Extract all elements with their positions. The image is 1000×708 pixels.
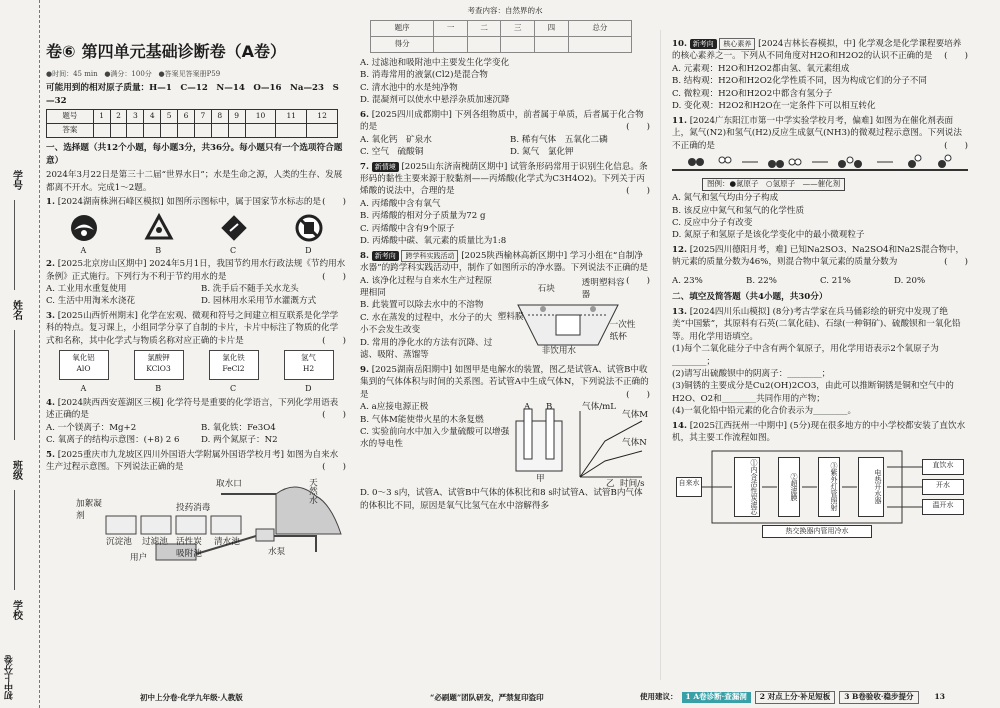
option-label[interactable]: D: [305, 245, 312, 255]
option[interactable]: D. 混凝剂可以使水中悬浮杂质加速沉降: [360, 95, 510, 106]
new-direction-badge: 新考向: [690, 39, 717, 49]
fig-label: 塑料膜: [497, 311, 524, 322]
fig-label: 投药消毒: [176, 502, 211, 513]
section-1-heading: 一、选择题（共12个小题，每小题3分，共36分。每小题只有一个选项符合题意）: [46, 143, 343, 166]
option-label[interactable]: B: [155, 245, 162, 255]
fig-label: 过滤池: [142, 536, 168, 547]
card-name: 氯酸钾: [147, 353, 170, 363]
question-number: 5.: [46, 449, 55, 460]
q8-body: [360, 275, 636, 362]
binding-strip: [0, 0, 40, 708]
card-name: 氯化铁: [222, 353, 245, 363]
q2-options: [46, 283, 346, 308]
no-smoking-icon: [294, 213, 324, 243]
question-source: [2024四川乐山模拟]: [689, 306, 770, 317]
answer-paren[interactable]: ( ): [944, 51, 968, 62]
binding-line: [14, 200, 15, 290]
question-number: 2.: [46, 259, 55, 270]
question-source: [2025湖南岳阳期中]: [371, 364, 452, 375]
school-label: 学校: [10, 600, 22, 620]
option[interactable]: B. 气体M能使带火星的木条复燃: [360, 414, 484, 425]
answer-table-cell: 3: [127, 110, 144, 124]
figure-b-label: 乙: [606, 479, 615, 490]
option[interactable]: A. 23%: [672, 275, 703, 286]
answer-input-cell[interactable]: [110, 124, 127, 138]
q10-options: [672, 63, 968, 113]
answer-paren[interactable]: ( ): [626, 122, 650, 133]
question-source: [2025四川成都期中]: [371, 109, 452, 120]
answer-paren[interactable]: ( ): [322, 271, 346, 282]
fig-label: 一次性纸杯: [609, 319, 636, 343]
question-3: [46, 310, 346, 347]
question-number: 6.: [360, 109, 369, 120]
fill-blank[interactable]: (3)铜锈的主要成分是Cu2(OH)2CO3，由此可以推断铜锈是铜和空气中的H2O、O2和________共同作用的产物；: [672, 381, 954, 404]
new-context-badge: 新情境: [372, 162, 399, 172]
question-11: [672, 115, 968, 152]
flow-step: ②超滤膜: [778, 457, 800, 517]
option[interactable]: D. 常用的净化水的方法有沉降、过滤、吸附、蒸馏等: [360, 337, 493, 361]
water-purifier-diagram: [497, 275, 636, 356]
question-number: 4.: [46, 397, 55, 408]
score-input-cell[interactable]: [535, 36, 569, 52]
q13-parts: [672, 343, 968, 418]
option-label[interactable]: A: [80, 384, 87, 394]
fig-label: 清水池: [214, 536, 240, 547]
core-literacy-badge: 核心素养: [719, 38, 755, 50]
card-formula: AlO: [76, 364, 91, 374]
option[interactable]: B. 稀有气体 五氧化二磷: [510, 134, 608, 145]
flow-output: 直饮水: [922, 459, 964, 475]
question-text: 2024年5月1日，我国节约用水行政法规《节约用水条例》正式施行。下列行为不利于节约用水的是: [46, 259, 346, 282]
fig-label: 石块: [537, 283, 555, 294]
footer-left: 初中上分卷·化学九年级·人教版: [140, 693, 243, 703]
answer-table-cell: 4: [144, 110, 161, 124]
step-1-badge: 1 A卷诊断·查漏洞: [682, 692, 751, 703]
formula-card: [209, 350, 259, 380]
student-id-label: 学号: [10, 170, 22, 190]
binding-line: [14, 330, 15, 440]
fig-label: 活性炭吸附池: [176, 536, 202, 560]
interdisciplinary-badge: 跨学科实践活动: [401, 250, 458, 262]
q9-body: [360, 401, 650, 490]
score-table-cell: 四: [535, 20, 569, 36]
water-dispenser-flowchart: [672, 447, 968, 539]
q3-cards: [46, 350, 346, 380]
option[interactable]: A. 过滤池和吸附池中主要发生化学变化: [360, 57, 510, 68]
fig-label: 天然水: [307, 477, 318, 504]
option[interactable]: A. 一个镁离子：Mg+2: [46, 422, 137, 433]
question-number: 14.: [672, 420, 687, 431]
series-label: 气体N: [622, 438, 647, 449]
fig-label: 取水口: [216, 478, 242, 489]
question-text: 化学观念是化学课程要培养的核心素养之一。下列从不同角度对H2O和H2O2的认识不正确的是: [672, 39, 962, 62]
usage-label: 使用建议：: [640, 692, 678, 702]
step-2-badge: 2 对点上分·补足短板: [755, 691, 835, 704]
option[interactable]: D. 园林用水采用节水灌溉方式: [201, 296, 317, 307]
question-number: 10.: [672, 39, 687, 49]
option[interactable]: B. 22%: [746, 275, 777, 286]
option[interactable]: A. 工业用水重复使用: [46, 284, 127, 294]
option[interactable]: C. 水在蒸发的过程中，水分子的大小不会发生改变: [360, 312, 493, 336]
answer-input-cell[interactable]: [178, 124, 195, 138]
question-9: [360, 364, 650, 401]
question-source: [2024吉林长春模拟，中]: [758, 39, 856, 49]
question-source: [2024广东阳江市第一中学实验学校月考，偏难]: [689, 115, 873, 126]
question-1: [46, 196, 346, 208]
exam-scope: 考查内容：自然界的水: [467, 6, 543, 15]
option-label[interactable]: C: [230, 384, 237, 394]
binding-line: [14, 490, 15, 590]
fill-blank[interactable]: (1)每个二氧化硅分子中含有两个氧原子，用化学用语表示2个氧原子为________；: [672, 344, 939, 367]
option[interactable]: A. 元素观：H2O和H2O2都由氢、氧元素组成: [672, 63, 850, 74]
intro-text: 2024年3月22日是第三十二届“世界水日”；水是生命之源，人类的生存、发展都离不开水。完成1～2题。: [46, 170, 343, 193]
flow-output: 温开水: [922, 499, 964, 515]
option[interactable]: D. 20%: [894, 275, 926, 286]
q1-labels: [46, 245, 346, 257]
option[interactable]: C. 反应中分子有改变: [672, 217, 753, 228]
answer-paren[interactable]: ( ): [626, 389, 650, 400]
question-text: (8分)考古学家在兵马俑彩绘的研究中发现了绝美“中国紫”，其原料有石英(二氧化硅)、石绿(一种铜矿)、硫酸钡和一氧化铅等。用化学用语填空。: [672, 306, 961, 342]
option[interactable]: A. 丙烯酸中含有氧气: [360, 198, 441, 209]
answer-paren[interactable]: ( ): [626, 275, 650, 286]
option[interactable]: A. a应接电源正极: [360, 402, 429, 413]
score-table-cell: 得分: [371, 36, 434, 52]
option-label[interactable]: C: [230, 245, 237, 255]
new-direction-badge: 新考向: [372, 251, 399, 261]
question-12: [672, 244, 968, 269]
question-text: 化学在宏观、微观和符号之间建立相互联系是化学学科的特点。复习课上，小组同学分享了自制的卡片，卡片中标注了物质的化学式和名称，其中化学式与物质名称对应正确的卡片是: [46, 310, 339, 346]
answer-paren[interactable]: ( ): [322, 197, 346, 208]
option[interactable]: C. 实验前向水中加入少量硫酸可以增强水的导电性: [360, 427, 510, 450]
name-label: 姓名: [10, 300, 22, 320]
exam-number: 卷⑥: [46, 42, 76, 61]
answer-input-cell[interactable]: [161, 124, 178, 138]
answer-table-cell: 10: [245, 110, 276, 124]
option[interactable]: C. 氧离子的结构示意图：(+8) 2 6: [46, 435, 180, 446]
fig-label: 非饮用水: [541, 345, 577, 356]
title-row: [46, 40, 346, 63]
question-text: 已知Na2SO3、Na2SO4和Na2S混合物中，钠元素的质量分数为46%，则混合物中氧元素的质量分数为: [672, 244, 965, 268]
fill-blank[interactable]: (4)一氧化铅中铅元素的化合价表示为________。: [672, 406, 857, 417]
option[interactable]: D. 两个氮原子：N2: [201, 435, 278, 446]
answer-paren[interactable]: ( ): [322, 410, 346, 421]
question-6: [360, 109, 650, 134]
score-input-cell[interactable]: [434, 36, 468, 52]
answer-reference: ●答案见答案册P59: [158, 70, 221, 79]
question-number: 3.: [46, 310, 55, 321]
answer-paren[interactable]: ( ): [322, 462, 346, 473]
q6-options: [360, 134, 650, 159]
question-text: 如图甲是电解水的装置，图乙是试管A、试管B中收集到的气体体积与时间的关系图。若试管A中生成气体N，下列说法不正确的是: [360, 364, 649, 400]
class-label: 班级: [10, 460, 22, 480]
card-formula: FeCl2: [222, 364, 245, 374]
option[interactable]: C. 丙烯酸中含有9个原子: [360, 223, 455, 234]
answer-table-cell: 8: [211, 110, 228, 124]
answer-input-cell[interactable]: [93, 124, 110, 138]
score-table-cell: 一: [434, 20, 468, 36]
answer-input-cell[interactable]: [228, 124, 245, 138]
question-number: 12.: [672, 244, 687, 255]
option[interactable]: D. 变化观：H2O2和H2O在一定条件下可以相互转化: [672, 101, 876, 112]
question-source: [2025四川德阳月考，难]: [689, 244, 788, 255]
option[interactable]: D. 0～3 s内，试管A、试管B中气体的体积比和8 s时试管A、试管B内气体的体积比不同，原因是氧气比氢气在水中溶解得多: [360, 488, 643, 511]
card-name: 氢气: [301, 353, 316, 363]
question-source: [2025陕西榆林高新区期中]: [461, 250, 568, 261]
option[interactable]: B. 洗手后不随手关水龙头: [201, 284, 299, 294]
score-table-cell: 题序: [371, 20, 434, 36]
answer-paren[interactable]: ( ): [626, 186, 650, 197]
option-label[interactable]: A: [80, 245, 87, 255]
question-text: (5分)现在很多地方的中小学校都安装了直饮水机，其主要工作流程如图。: [672, 420, 966, 444]
tube-a-label: A: [524, 402, 531, 413]
question-4: [46, 397, 346, 422]
option[interactable]: A. 该净化过程与自来水生产过程原理相同: [360, 275, 492, 299]
flow-step: ①内含活性炭滤芯: [734, 457, 760, 517]
answer-paren[interactable]: ( ): [322, 335, 346, 346]
option[interactable]: D. 氮气 氯化钾: [510, 147, 574, 158]
answer-table-cell: 11: [276, 110, 307, 124]
flow-step: ③紫外灯管照射: [818, 457, 840, 517]
page-title: 第四单元基础诊断卷（A卷）: [81, 42, 286, 61]
option-label[interactable]: D: [305, 384, 312, 394]
question-number: 9.: [360, 364, 369, 375]
column-2: [360, 6, 650, 512]
formula-card: [134, 350, 184, 380]
answer-table-cell: 9: [228, 110, 245, 124]
score-table-cell: 总分: [568, 20, 631, 36]
q5-options: [360, 57, 650, 107]
question-number: 13.: [672, 306, 687, 317]
fig-label: 水泵: [268, 546, 286, 557]
score-input-cell[interactable]: [568, 36, 631, 52]
fig-label: 用户: [130, 552, 148, 563]
x-axis-label: 时间/s: [620, 479, 645, 490]
question-7: [360, 161, 650, 198]
option[interactable]: B. 丙烯酸的相对分子质量为72 g: [360, 211, 486, 222]
answer-input-cell[interactable]: [211, 124, 228, 138]
question-text: 下列各组物质中，前者属于单质，后者属于化合物的是: [360, 109, 644, 133]
column-divider: [660, 30, 661, 680]
card-formula: H2: [302, 364, 315, 374]
score-table-cell: 二: [467, 20, 501, 36]
y-axis-label: 气体/mL: [582, 402, 616, 413]
answer-input-cell[interactable]: [194, 124, 211, 138]
q12-options: [672, 275, 968, 287]
formula-card: [284, 350, 334, 380]
water-plant-diagram: [46, 474, 346, 566]
section-2-heading: 二、填空及简答题（共4小题，共30分）: [672, 292, 828, 303]
answer-table-cell: 7: [194, 110, 211, 124]
footer-mid: “必刷题”团队研发，严禁复印盗印: [430, 693, 544, 703]
answer-paren[interactable]: ( ): [944, 257, 968, 268]
question-8: [360, 250, 650, 286]
answer-table-cell: 2: [110, 110, 127, 124]
option[interactable]: C. 空气 硫酸铜: [360, 147, 424, 158]
question-text: 试管条形码常用于识别生化信息。条形码的黏性主要来源于胶黏剂——丙烯酸(化学式为C3H4O2)。下列关于丙烯酸的说法中，合理的是: [360, 161, 648, 197]
answer-table-cell: 6: [178, 110, 195, 124]
answer-input-cell[interactable]: [245, 124, 276, 138]
atomic-masses: 可能用到的相对原子质量：H—1 C—12 N—14 O—16 Na—23 S—32: [46, 83, 339, 106]
option[interactable]: A. 氮气和氢气均由分子构成: [672, 193, 779, 204]
answer-input-cell[interactable]: [276, 124, 307, 138]
fig-label: 加絮凝剂: [76, 498, 102, 522]
question-number: 7.: [360, 161, 369, 172]
electrolysis-diagram: [510, 401, 650, 490]
column-1: [46, 40, 346, 566]
question-text: 如图所示图标中，属于国家节水标志的是: [166, 197, 322, 208]
question-14: [672, 420, 968, 445]
question-13: [672, 306, 968, 343]
step-3-badge: 3 B卷验收·稳步提分: [839, 691, 918, 704]
answer-input-cell[interactable]: [307, 124, 338, 138]
q7-options: [360, 198, 650, 248]
question-number: 11.: [672, 115, 687, 126]
answer-input-cell[interactable]: [144, 124, 161, 138]
answer-paren[interactable]: ( ): [944, 140, 968, 151]
question-source: [2025山东济南槐荫区期中]: [401, 161, 508, 172]
answer-table-cell: 答案: [47, 124, 94, 138]
answer-table-cell: 12: [307, 110, 338, 124]
option[interactable]: B. 氧化铁：Fe3O4: [201, 422, 276, 433]
time-limit: ●时间：45 min: [46, 70, 98, 79]
score-input-cell[interactable]: [501, 36, 535, 52]
q11-options: [672, 192, 968, 242]
option[interactable]: C. 21%: [820, 275, 851, 286]
option[interactable]: B. 消毒常用的液氯(Cl2)是混合物: [360, 70, 488, 81]
answer-table-cell: 题号: [47, 110, 94, 124]
question-text: 如图为自来水生产过程示意图。下列说法正确的是: [46, 449, 339, 473]
figure-a-label: 甲: [536, 474, 545, 485]
score-table: [370, 20, 632, 53]
card-name: 氧化铝: [72, 353, 95, 363]
question-source: [2025江西抚州一中期中]: [689, 420, 788, 431]
recycle-icon: [144, 213, 174, 243]
option-label[interactable]: B: [155, 384, 162, 394]
question-source: [2025重庆市九龙坡区四川外国语大学附属外国语学校月考]: [57, 449, 284, 460]
reaction-svg: [672, 152, 968, 178]
score-input-cell[interactable]: [467, 36, 501, 52]
question-2: [46, 258, 346, 283]
option[interactable]: D. 丙烯酸中碳、氧元素的质量比为1:8: [360, 236, 507, 247]
answer-input-cell[interactable]: [127, 124, 144, 138]
option[interactable]: B. 结构观：H2O和H2O2化学性质不同，因为构成它们的分子不同: [672, 76, 927, 87]
question-10: [672, 38, 968, 63]
brand-logo: 初中上分卷: [5, 655, 15, 700]
option[interactable]: B. 此装置可以除去水中的不溶物: [360, 300, 484, 311]
answer-table-cell: 1: [93, 110, 110, 124]
answer-table: [46, 109, 338, 138]
q4-options: [46, 422, 346, 447]
fig-label: 沉淀池: [106, 536, 132, 547]
exam-meta: [46, 69, 346, 79]
answer-table-cell: 5: [161, 110, 178, 124]
tube-b-label: B: [546, 402, 553, 413]
question-text: 学习小组在“自制净水器”的跨学科实践活动中，制作了如图所示的净水器。下列说法不正确的是: [360, 250, 648, 274]
score-table-cell: 三: [501, 20, 535, 36]
full-score: ●满分：100分: [104, 70, 152, 79]
option[interactable]: A. 氧化钙 矿泉水: [360, 134, 432, 145]
question-number: 1.: [46, 197, 55, 208]
option[interactable]: B. 该反应中氮气和氢气的化学性质: [672, 205, 805, 216]
q9-options: [360, 401, 510, 487]
flow-step: 电热开水器: [858, 457, 884, 517]
q1-icons: [46, 213, 346, 243]
page-number: 13: [934, 692, 945, 702]
option[interactable]: C. 生活中用淘米水浇花: [46, 296, 136, 307]
fill-blank[interactable]: (2)请写出硫酸钡中的阴离子：________；: [672, 368, 831, 379]
reaction-legend: 图例：●氮原子 ○氢原子 ——催化剂: [702, 178, 845, 191]
question-source: [2024湖南株洲石峰区模拟]: [57, 197, 164, 208]
water-saving-icon: [69, 213, 99, 243]
flow-heat-exchanger: 热交换器内管用冷水: [762, 525, 872, 538]
question-text: 化学符号是重要的化学语言，下列化学用语表述正确的是: [46, 397, 339, 421]
fig-label: 透明塑料容器: [581, 277, 625, 301]
column-3: [672, 36, 968, 539]
card-formula: KClO3: [146, 364, 171, 374]
option[interactable]: C. 清水池中的水是纯净物: [360, 82, 458, 93]
flow-output: 开水: [922, 479, 964, 495]
question-text: 如图为在催化剂表面上，氮气(N2)和氢气(H2)反应生成氨气(NH3)的微观过程示意图。下列说法不正确的是: [672, 115, 962, 151]
reaction-diagram: [672, 152, 968, 192]
option[interactable]: C. 微粒观：H2O和H2O2中都含有氢分子: [672, 88, 833, 99]
question-number: 8.: [360, 250, 369, 261]
question-source: [2025山西忻州期末]: [57, 310, 138, 321]
flow-source: 自来水: [676, 477, 702, 497]
option[interactable]: D. 氮原子和氢原子是该化学变化中的最小微观粒子: [672, 230, 865, 241]
toxic-warning-icon: [219, 213, 249, 243]
footer-right: [640, 691, 945, 704]
formula-card: [59, 350, 109, 380]
question-source: [2025北京房山区期中]: [57, 259, 147, 270]
series-label: 气体M: [622, 410, 648, 421]
question-source: [2024陕西西安莲湖区三模]: [57, 397, 164, 408]
q8-options: [360, 275, 498, 362]
q3-labels: [46, 383, 346, 395]
question-5: [46, 449, 346, 474]
